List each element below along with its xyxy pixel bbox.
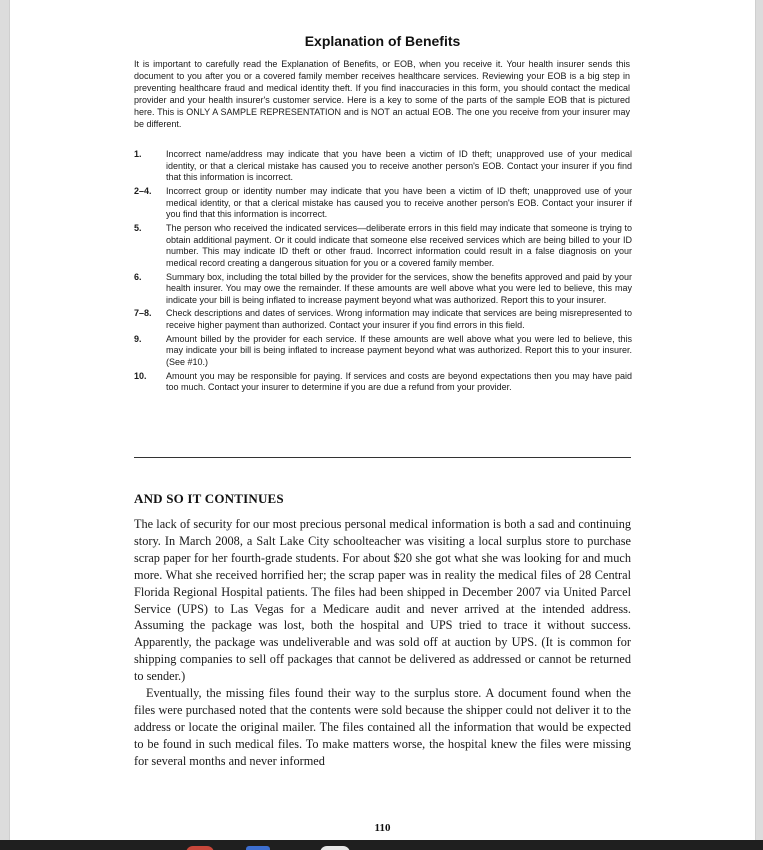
section-divider [134, 457, 631, 458]
key-item-number: 7–8. [134, 308, 152, 319]
eob-key-list [134, 149, 632, 396]
body-paragraph: Eventually, the missing files found their way to the surplus store. A document found when the files were purchased noted that the contents were sold because the shipper could not deliver it to the address or locate the original mailer. The files contained all the information that would be expected to be found in such medical files. To make matters worse, the hospital knew the files were missing for several months and never informed [134, 686, 631, 768]
key-item [134, 371, 632, 394]
key-item-text: The person who received the indicated services—deliberate errors in this field may indicate that someone is trying to obtain additional payment. Or it could indicate that someone else received services which are being billed to your ID number. This may indicate ID theft or other fraud. Incorrect information could result in a false diagnosis on your medical record creating a dangerous situation for you or a covered family member. [166, 222, 632, 268]
key-item-text: Incorrect name/address may indicate that you have been a victim of ID theft; unapproved use of your medical identity, or that a clerical mistake has caused you to receive another person's EOB. Contact your insurer if you find that this information is incorrect. [166, 149, 632, 183]
app-icon[interactable] [186, 846, 214, 850]
key-item-number: 5. [134, 222, 142, 233]
section-heading: AND SO IT CONTINUES [134, 491, 284, 506]
key-item-number: 9. [134, 333, 142, 344]
key-item [134, 223, 632, 269]
key-item-text: Amount you may be responsible for paying. If services and costs are beyond expectations then you may have paid too much. Contact your insurer to determine if you are due a refund from your provider. [166, 370, 632, 393]
key-item [134, 308, 632, 331]
app-icon[interactable] [320, 846, 350, 850]
key-item-text: Check descriptions and dates of services. Wrong information may indicate that services are being misrepresented to receive higher payment than authorized. Contact your insurer if you find errors in this field. [166, 308, 632, 331]
key-item-number: 10. [134, 370, 147, 381]
key-item-text: Amount billed by the provider for each service. If these amounts are well above what you were led to believe, this may indicate your bill is being inflated to increase payment beyond what was authorized. Report this to your insurer. (See #10.) [166, 333, 632, 368]
body-paragraph: The lack of security for our most precious personal medical information is both a sad and continuing story. In March 2008, a Salt Lake City schoolteacher was visiting a local surplus store to purchase scrap paper for her fourth-grade students. For about $20 she got what she was looking for and much more. What she received horrified her; the scrap paper was in reality the medical files of 28 Central Florida Regional Hospital patients. The files had been shipped in December 2007 via United Parcel Service (UPS) to Las Vegas for a Medicare audit and never arrived at the intended address. Assuming the package was lost, both the hospital and UPS tried to trace it without success. Apparently, the package was undeliverable and was sold off at auction by UPS. (It is common for shipping companies to sell off packages that cannot be delivered as addressed or cannot be returned to sender.) [134, 517, 631, 684]
document-page [9, 0, 756, 840]
key-item-number: 2–4. [134, 185, 152, 196]
key-item [134, 186, 632, 221]
key-item-number: 6. [134, 271, 142, 282]
key-item-text: Summary box, including the total billed by the provider for the services, show the benefits approved and paid by your health insurer. You may owe the remainder. If these amounts are well above what you were led to believe, this may indicate your bill is being inflated to increase payment beyond what was authorized. Report this to your insurer. [166, 271, 632, 305]
key-item [134, 149, 632, 184]
key-item-number: 1. [134, 149, 142, 159]
eob-intro-paragraph: It is important to carefully read the Explanation of Benefits, or EOB, when you receive it. Your health insurer sends this document to you after you or a covered family member receives healthcare services. Reviewing your EOB is a big step in preventing healthcare fraud and medical identity theft. If you find inaccuracies in this form, you should contact the medical provider and your health insurer's customer service. Here is a key to some of the parts of the sample EOB that is pictured here. This is ONLY A SAMPLE REPRESENTATION and is NOT an actual EOB. The one you receive from your insurer may be different. [134, 59, 630, 129]
page-number: 110 [374, 822, 391, 834]
key-item [134, 272, 632, 307]
taskbar [0, 840, 763, 850]
app-icon[interactable] [246, 846, 270, 850]
key-item-text: Incorrect group or identity number may indicate that you have been a victim of ID theft; unapproved use of your medical identity, or that a clerical mistake has caused you to receive another person's EOB. Contact your insurer if you find that this information is incorrect. [166, 185, 632, 220]
body-text [134, 516, 631, 770]
eob-title: Explanation of Benefits [304, 33, 461, 49]
key-item [134, 334, 632, 369]
